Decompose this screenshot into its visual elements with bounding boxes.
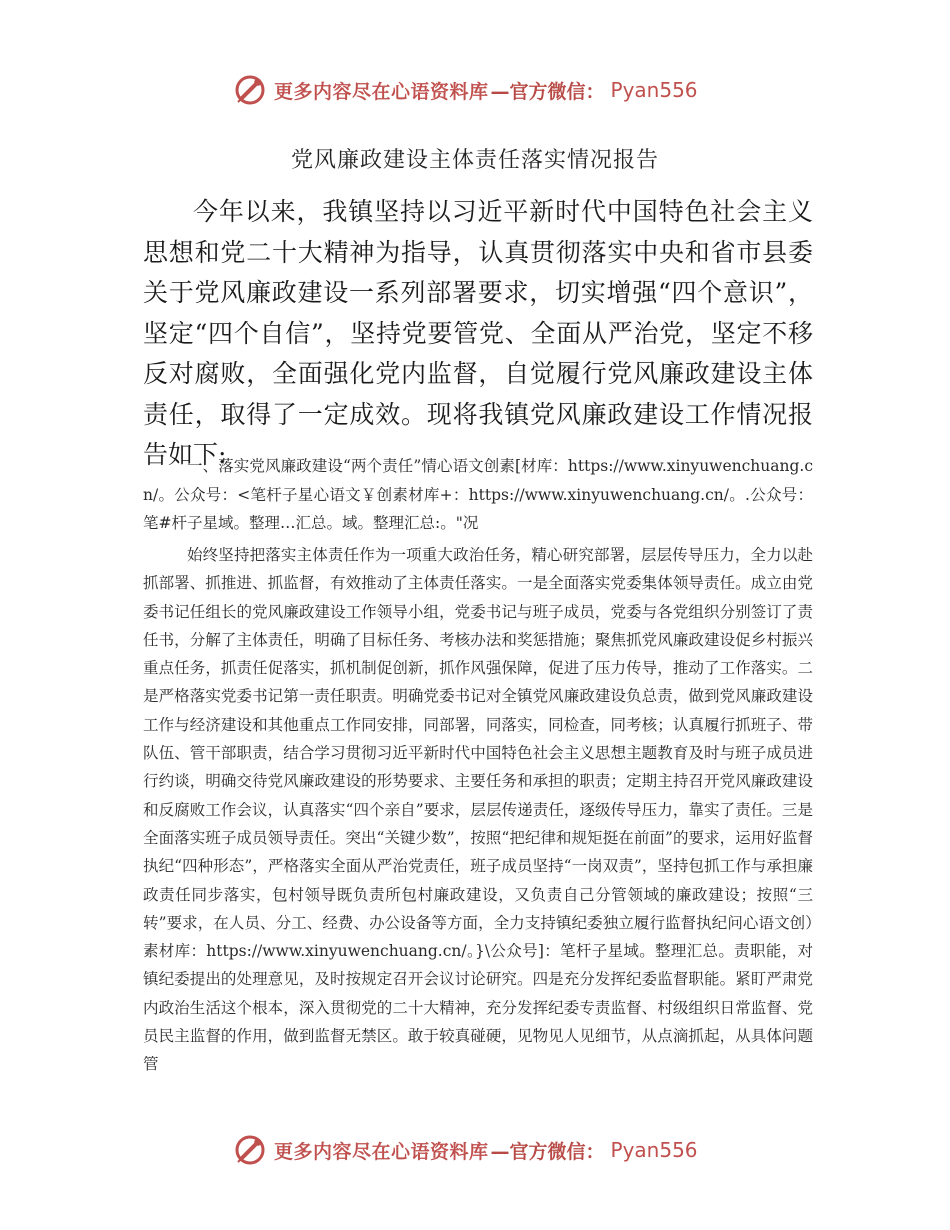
- section-heading: 一、落实党风廉政建设“两个责任”情心语文创素[材库：https://www.xinyuwenchuang.cn/。公众号：<笔杆子星心语文￥创素材库+：https://www.xinyuwenchuang.cn/。.公众号：笔#杆子星域。整理…汇总。域。整理汇总:。"况: [143, 457, 813, 532]
- banner-dash-text: —官方微信：: [490, 80, 605, 103]
- banner-text: 更多内容尽在心语资料库: [274, 80, 489, 103]
- document-title: 党风廉政建设主体责任落实情况报告: [290, 148, 659, 173]
- banner-wechat-id: Pyan556: [610, 78, 698, 102]
- pen-logo-icon: [232, 72, 268, 108]
- banner-wechat-id: Pyan556: [610, 1138, 698, 1162]
- body-paragraph: 始终坚持把落实主体责任作为一项重大政治任务，精心研究部署，层层传导压力，全力以赴抓部署、抓推进、抓监督，有效推动了主体责任落实。一是全面落实党委集体领导责任。成立由党委书记任组长的党风廉政建设工作领导小组，党委书记与班子成员，党委与各党组织分别签订了责任书，分解了主体责任，明确了目标任务、考核办法和奖惩措施；聚焦抓党风廉政建设促乡村振兴重点任务，抓责任促落实，抓机制促创新，抓作风强保障，促进了压力传导，推动了工作落实。二是严格落实党委书记第一责任职责。明确党委书记对全镇党风廉政建设负总责，做到党风廉政建设工作与经济建设和其他重点工作同安排，同部署，同落实，同检查，同考核；认真履行抓班子、带队伍、管干部职责，结合学习贯彻习近平新时代中国特色社会主义思想主题教育及时与班子成员进行约谈，明确交待党风廉政建设的形势要求、主要任务和承担的职责；定期主持召开党风廉政建设和反腐败工作会议，认真落实“四个亲自”要求，层层传递责任，逐级传导压力，靠实了责任。三是全面落实班子成员领导责任。突出“关键少数”，按照“把纪律和规矩挺在前面”的要求，运用好监督执纪“四种形态”，严格落实全面从严治党责任，班子成员坚持“一岗双责”，坚持包抓工作与承担廉政责任同步落实，包村领导既负责所包村廉政建设，又负责自己分管领域的廉政建设；按照“三转”要求，在人员、分工、经费、办公设备等方面，全力支持镇纪委独立履行监督执纪问心语文创）素材库：https://www.xinyuwenchuang.cn/。}\公众号]：笔杆子星域。整理汇总。责职能，对镇纪委提出的处理意见，及时按规定召开会议讨论研究。四是充分发挥纪委监督职能。紧盯严肃党内政治生活这个根本，深入贯彻党的二十大精神，充分发挥纪委专责监督、村级组织日常监督、党员民主监督的作用，做到监督无禁区。敢于较真碰硬，见物见人见细节，从点滴抓起，从具体问题管: [143, 546, 813, 1074]
- pen-logo-icon: [232, 1132, 268, 1168]
- footer-watermark-banner: [232, 1130, 752, 1170]
- banner-text: 更多内容尽在心语资料库: [274, 1140, 489, 1163]
- intro-paragraph: 今年以来，我镇坚持以习近平新时代中国特色社会主义思想和党二十大精神为指导，认真贯彻落实中央和省市县委关于党风廉政建设一系列部署要求，切实增强“四个意识”，坚定“四个自信”，坚持党要管党、全面从严治党，坚定不移反对腐败，全面强化党内监督，自觉履行党风廉政建设主体责任，取得了一定成效。现将我镇党风廉政建设工作情况报告如下:: [143, 197, 813, 469]
- banner-dash-text: —官方微信：: [490, 1140, 605, 1163]
- header-watermark-banner: [232, 70, 752, 110]
